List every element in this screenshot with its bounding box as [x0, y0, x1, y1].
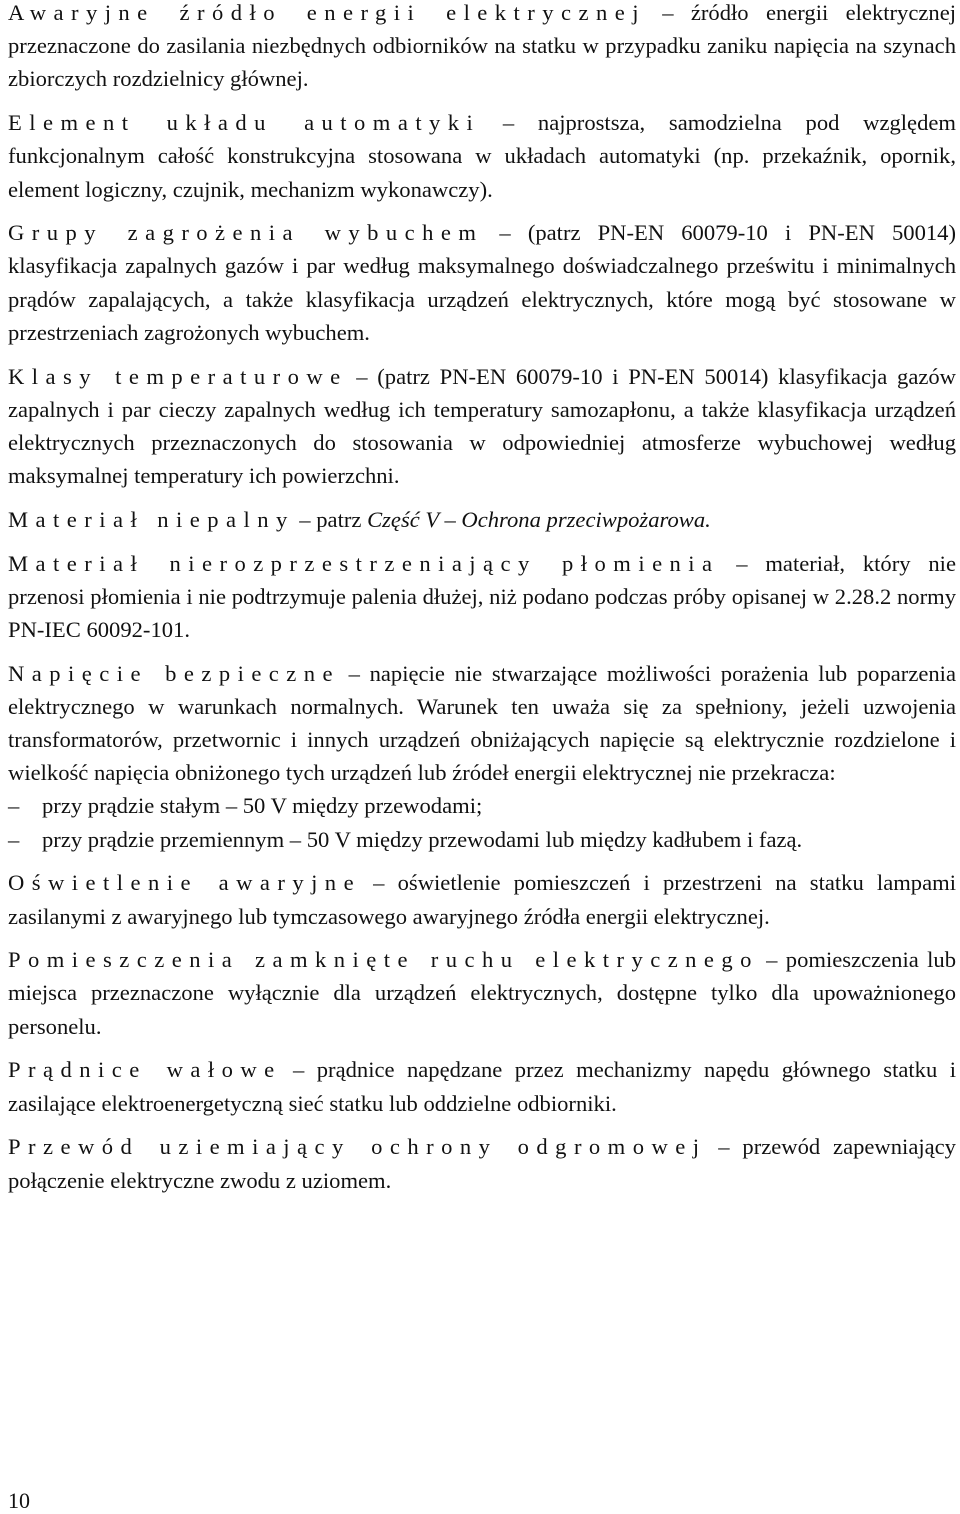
term-separator: –	[499, 220, 511, 246]
definition-text: napięcie nie stwarzające możliwości porażenia lub poparzenia elektrycznego w warunkach normalnych. Warunek ten uważa się za spełniony, jeżeli uzwojenia transformatorów, przetwornic i innych urządzeń obniżających napięcie są elektrycznie rozdzielone i wielkość napięcia obniżonego tych urządzeń lub źródeł energii elektrycznej nie przekracza:	[8, 660, 956, 786]
definition-text: prądnice napędzane przez mechanizmy napędu głównego statku i zasilające elektroenergetyczną sieć statku lub oddzielne odbiorniki.	[8, 1057, 957, 1116]
definition-term: Klasy temperaturowe	[8, 363, 348, 389]
definition-text: (patrz PN-EN 60079-10 i PN-EN 50014) klasyfikacja gazów zapalnych i par cieczy zapalnych według ich temperatury samozapłonu, a także klasyfikacja urządzeń elektrycznych przeznaczonych do stosowania w odpowiedniej atmosferze wybuchowej według maksymalnej temperatury ich powierzchni.	[8, 363, 956, 489]
definition-text: patrz	[316, 506, 362, 532]
term-separator: –	[766, 947, 778, 973]
dash-bullet-icon: –	[8, 826, 20, 852]
list-item	[8, 823, 956, 856]
definition-text: przewód zapewniający połączenie elektryczne zwodu z uziomem.	[8, 1134, 956, 1193]
term-separator: –	[718, 1134, 730, 1160]
definition-term: Oświetlenie awaryjne	[8, 870, 362, 896]
definition-entry	[8, 547, 956, 647]
page-number: 10	[8, 1488, 30, 1513]
term-separator: –	[292, 1057, 305, 1083]
document-page	[8, 0, 956, 1207]
definition-entry	[8, 360, 956, 493]
definition-term: Grupy zagrożenia wybuchem	[8, 220, 484, 246]
definition-entry	[8, 106, 956, 206]
definition-term: Napięcie bezpieczne	[8, 660, 341, 686]
definition-entry	[8, 943, 956, 1043]
definition-text: źródło energii elektrycznej przeznaczone do zasilania niezbędnych odbiorników na statku w przypadku zaniku napięcia na szynach zbiorczych rozdzielnicy głównej.	[8, 0, 957, 92]
definition-entry	[8, 0, 956, 96]
term-separator: –	[348, 660, 360, 686]
definition-text: materiał, który nie przenosi płomienia i nie podtrzymuje palenia dłużej, niż podano podczas próby opisanej w 2.28.2 normy PN-IEC 60092-101.	[8, 550, 956, 642]
definition-term: Materiał nierozprzestrzeniający płomienia	[8, 550, 720, 576]
definition-term: Materiał niepalny	[8, 506, 295, 532]
definition-term: Prądnice wałowe	[8, 1057, 282, 1083]
definition-term: Awaryjne źródło energii elektrycznej	[8, 0, 646, 25]
term-separator: –	[662, 0, 674, 25]
definition-term: Element układu automatyki	[8, 110, 481, 136]
definition-text: pomieszczenia lub miejsca przeznaczone wyłącznie dla urządzeń elektrycznych, dostępne tylko dla upoważnionego personelu.	[8, 947, 956, 1039]
definition-paragraph	[8, 657, 956, 790]
list-item-text: przy prądzie przemiennym – 50 V między przewodami lub między kadłubem i fazą.	[42, 826, 803, 852]
term-separator: –	[299, 506, 311, 532]
definition-entry	[8, 216, 956, 349]
term-separator: –	[736, 550, 748, 576]
definition-entry	[8, 503, 956, 536]
definition-entry	[8, 1130, 956, 1196]
term-separator: –	[356, 363, 368, 389]
definition-term: Przewód uziemiający ochrony odgromowej	[8, 1134, 707, 1160]
term-separator: –	[373, 870, 385, 896]
term-separator: –	[502, 110, 515, 136]
definition-text: (patrz PN-EN 60079-10 i PN-EN 50014) klasyfikacja zapalnych gazów i par według maksymalnego doświadczalnego prześwitu i minimalnych prądów zapalających, a także klasyfikacja urządzeń elektrycznych, które mogą być stosowane w przestrzeniach zagrożonych wybuchem.	[8, 220, 957, 345]
bullet-list	[8, 789, 956, 855]
definition-text: najprostsza, samodzielna pod względem funkcjonalnym całość konstrukcyjna stosowana w układach automatyki (np. przekaźnik, opornik, element logiczny, czujnik, mechanizm wykonawczy).	[8, 110, 956, 202]
dash-bullet-icon: –	[8, 793, 20, 819]
definition-term: Pomieszczenia zamknięte ruchu elektrycznego	[8, 947, 759, 973]
definition-entry	[8, 657, 956, 856]
list-item-text: przy prądzie stałym – 50 V między przewodami;	[42, 793, 483, 819]
definition-entry	[8, 1053, 956, 1119]
list-item	[8, 789, 956, 822]
cross-reference: Część V – Ochrona przeciwpożarowa.	[367, 506, 711, 532]
definition-text: oświetlenie pomieszczeń i przestrzeni na statku lampami zasilanymi z awaryjnego lub tymczasowego awaryjnego źródła energii elektrycznej.	[8, 870, 956, 929]
definition-entry	[8, 866, 956, 932]
